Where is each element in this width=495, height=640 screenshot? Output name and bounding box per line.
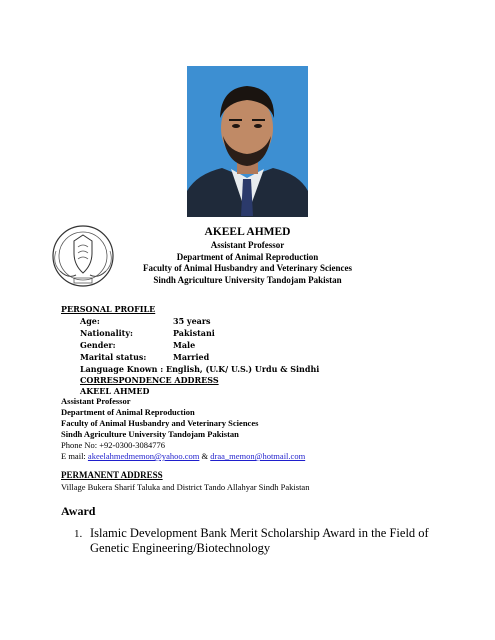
languages-known: Language Known : English, (U.K/ U.S.) Urdu & Sindhi: [80, 364, 320, 374]
permanent-address-text: Village Bukera Sharif Taluka and District Tando Allahyar Sindh Pakistan: [61, 482, 310, 492]
award-item-text: Islamic Development Bank Merit Scholarship Award in the Field of Genetic Engineering/Biotechnology: [90, 526, 429, 555]
email-separator: &: [199, 451, 211, 461]
phone-number: Phone No: +92-0300-3084776: [61, 440, 165, 450]
award-heading: Award: [61, 504, 96, 518]
profile-value: Married: [173, 352, 210, 362]
department: Department of Animal Reproduction: [176, 251, 319, 262]
university: Sindh Agriculture University Tandojam Pakistan: [153, 274, 342, 285]
address-line: Sindh Agriculture University Tandojam Pakistan: [61, 429, 239, 439]
email-line: [61, 451, 305, 461]
email-link-hotmail[interactable]: draa_memon@hotmail.com: [210, 451, 306, 461]
profile-value: Pakistani: [173, 328, 215, 338]
profile-photo: [187, 66, 308, 217]
faculty: Faculty of Animal Husbandry and Veterinary Sciences: [142, 263, 352, 273]
address-line: Assistant Professor: [61, 396, 131, 406]
profile-value: Male: [173, 340, 196, 350]
profile-label: Gender:: [80, 340, 116, 350]
email-label: E mail:: [61, 451, 88, 461]
profile-row-gender: [80, 340, 195, 350]
profile-label: Marital status:: [80, 352, 147, 362]
personal-profile-heading: PERSONAL PROFILE: [61, 304, 156, 314]
profile-label: Nationality:: [80, 328, 133, 338]
award-item-number: 1.: [74, 528, 83, 540]
address-line: Department of Animal Reproduction: [61, 407, 195, 417]
email-link-yahoo[interactable]: akeelahmedmemon@yahoo.com: [87, 451, 200, 461]
profile-label: Age:: [80, 316, 100, 326]
profile-value: 35 years: [173, 316, 211, 326]
profile-row-age: [80, 316, 211, 326]
profile-row-marital-status: [80, 352, 209, 362]
person-name: AKEEL AHMED: [204, 226, 291, 238]
profile-row-nationality: [80, 328, 215, 338]
correspondence-name: AKEEL AHMED: [80, 386, 150, 396]
designation: Assistant Professor: [210, 240, 285, 250]
address-line: Faculty of Animal Husbandry and Veterinary Sciences: [61, 418, 259, 428]
correspondence-address-heading: CORRESPONDENCE ADDRESS: [80, 375, 219, 385]
permanent-address-heading: PERMANENT ADDRESS: [61, 470, 163, 480]
